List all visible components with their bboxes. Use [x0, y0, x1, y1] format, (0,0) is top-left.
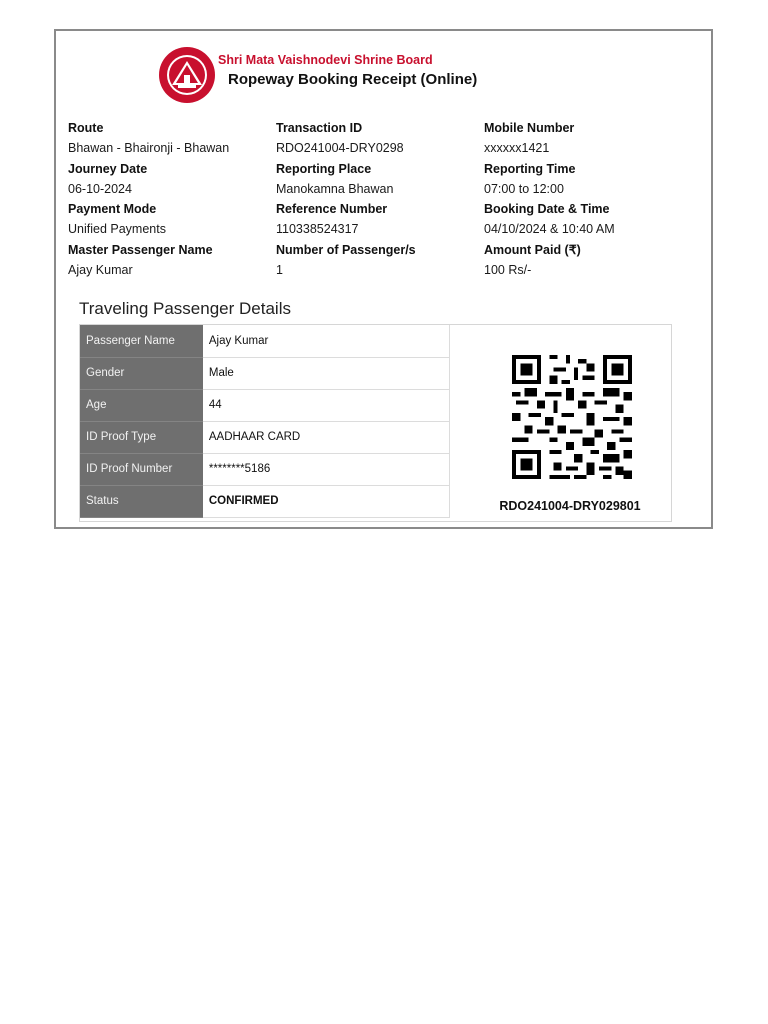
booking-receipt — [54, 29, 713, 529]
row-value: 44 — [203, 389, 450, 421]
info-value: Manokamna Bhawan — [276, 181, 394, 196]
table-row — [80, 421, 450, 453]
row-label: ID Proof Number — [80, 453, 203, 485]
booking-info-grid — [68, 118, 708, 280]
info-label: Amount Paid (₹) — [484, 242, 581, 257]
info-reference-number — [276, 199, 484, 240]
info-value: 100 Rs/- — [484, 262, 532, 277]
row-label: Status — [80, 485, 203, 517]
row-value: AADHAAR CARD — [203, 421, 450, 453]
info-master-passenger — [68, 240, 276, 281]
info-value: 1 — [276, 262, 283, 277]
info-value: 06-10-2024 — [68, 181, 132, 196]
info-mobile-number — [484, 118, 684, 159]
info-label: Booking Date & Time — [484, 202, 610, 216]
info-value: xxxxxx1421 — [484, 141, 550, 155]
info-value: Bhawan - Bhaironji - Bhawan — [68, 141, 230, 155]
info-payment-mode — [68, 199, 276, 240]
table-row — [80, 485, 450, 517]
row-label: Passenger Name — [80, 325, 203, 357]
org-name: Shri Mata Vaishnodevi Shrine Board — [218, 53, 433, 67]
table-row — [80, 325, 450, 357]
info-passenger-count — [276, 240, 484, 281]
row-label: Gender — [80, 357, 203, 389]
info-label: Transaction ID — [276, 121, 363, 135]
info-amount-paid — [484, 240, 684, 281]
passenger-details-box — [79, 324, 672, 522]
row-value: ********5186 — [203, 453, 450, 485]
info-value: Ajay Kumar — [68, 262, 133, 277]
info-value: 07:00 to 12:00 — [484, 181, 564, 196]
info-label: Reporting Time — [484, 161, 576, 176]
table-row — [80, 357, 450, 389]
info-label: Mobile Number — [484, 121, 575, 135]
info-value: 04/10/2024 & 10:40 AM — [484, 222, 615, 236]
info-label: Reporting Place — [276, 161, 372, 176]
row-value: Male — [203, 357, 450, 389]
qr-code-icon — [512, 355, 632, 479]
row-value: Ajay Kumar — [203, 325, 450, 357]
info-label: Payment Mode — [68, 202, 157, 216]
row-label: Age — [80, 389, 203, 421]
info-booking-date-time — [484, 199, 684, 240]
passenger-details-table — [80, 325, 450, 518]
row-label: ID Proof Type — [80, 421, 203, 453]
info-value: RDO241004-DRY0298 — [276, 141, 404, 155]
table-row — [80, 453, 450, 485]
info-label: Journey Date — [68, 161, 148, 176]
info-label: Master Passenger Name — [68, 242, 213, 257]
info-value: Unified Payments — [68, 222, 166, 236]
info-journey-date — [68, 159, 276, 200]
info-label: Route — [68, 121, 104, 135]
shrine-board-logo-icon — [158, 45, 216, 105]
info-reporting-place — [276, 159, 484, 200]
info-transaction-id — [276, 118, 484, 159]
table-row — [80, 389, 450, 421]
passenger-section-title: Traveling Passenger Details — [79, 299, 291, 318]
status-value: CONFIRMED — [203, 485, 450, 517]
qr-code-caption: RDO241004-DRY029801 — [499, 499, 641, 513]
info-label: Reference Number — [276, 202, 388, 216]
info-reporting-time — [484, 159, 684, 200]
info-value: 110338524317 — [276, 222, 359, 236]
receipt-title: Ropeway Booking Receipt (Online) — [228, 71, 478, 88]
info-route — [68, 118, 276, 159]
info-label: Number of Passenger/s — [276, 242, 416, 257]
